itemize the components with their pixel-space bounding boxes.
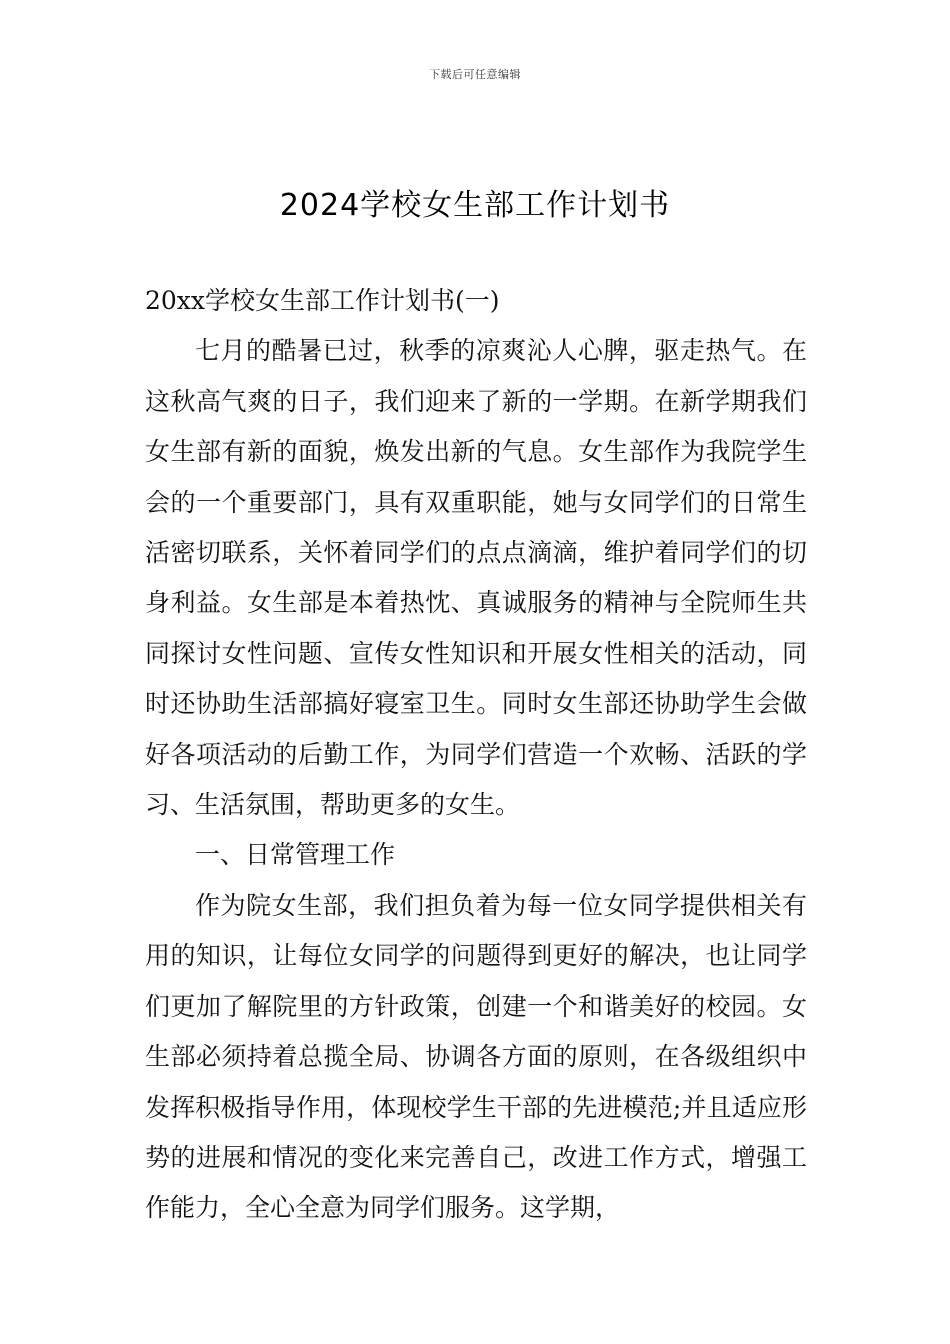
document-title: 2024学校女生部工作计划书 [279,188,671,223]
document-body [145,276,807,1234]
header-note: 下载后可任意编辑 [429,68,521,81]
section-heading: 一、日常管理工作 [195,840,396,870]
paragraph-daily-management: 作为院女生部，我们担负着为每一位女同学提供相关有用的知识，让每位女同学的问题得到更好的解决，也让同学们更加了解院里的方针政策，创建一个和谐美好的校园。女生部必须持着总揽全局、协调各方面的原则，在各级组织中发挥积极指导作用，体现校学生干部的先进模范;并且适应形势的进展和情况的变化来完善自己，改进工作方式，增强工作能力，全心全意为同学们服务。这学期， [145,890,807,1223]
document-subtitle: 20xx学校女生部工作计划书(一) [145,286,500,315]
paragraph-intro: 七月的酷暑已过，秋季的凉爽沁人心脾，驱走热气。在这秋高气爽的日子，我们迎来了新的一学期。在新学期我们女生部有新的面貌，焕发出新的气息。女生部作为我院学生会的一个重要部门，具有双重职能，她与女同学们的日常生活密切联系，关怀着同学们的点点滴滴，维护着同学们的切身利益。女生部是本着热忱、真诚服务的精神与全院师生共同探讨女性问题、宣传女性知识和开展女性相关的活动，同时还协助生活部搞好寝室卫生。同时女生部还协助学生会做好各项活动的后勤工作，为同学们营造一个欢畅、活跃的学习、生活氛围，帮助更多的女生。 [145,336,807,820]
